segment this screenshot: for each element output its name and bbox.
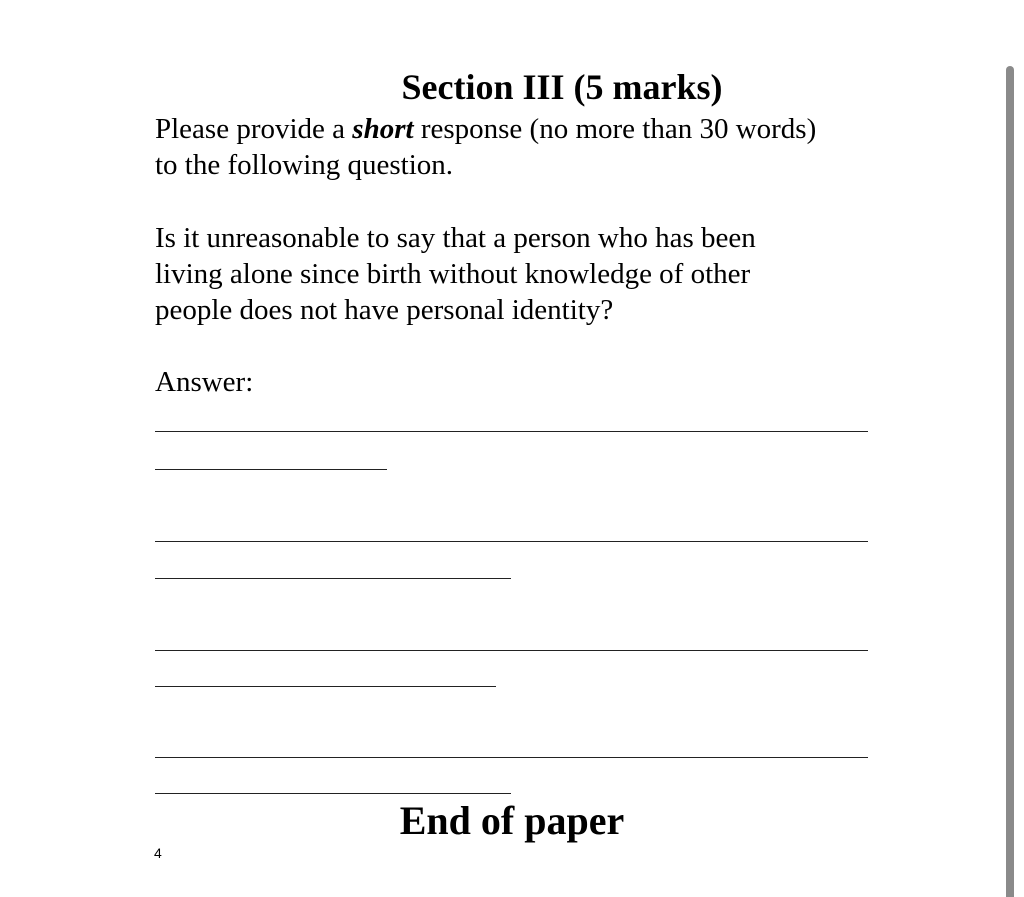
page-number: 4	[154, 845, 162, 861]
answer-line[interactable]	[155, 431, 868, 432]
section-title: Section III (5 marks)	[401, 67, 723, 107]
answer-line[interactable]	[155, 469, 387, 470]
question-line-1: Is it unreasonable to say that a person who has been	[155, 222, 756, 254]
instructions-line-2: to the following question.	[155, 149, 454, 181]
question-line-2: living alone since birth without knowledge of other	[155, 258, 751, 290]
question	[155, 220, 756, 328]
instructions-text: Please provide a	[155, 113, 353, 145]
short-emphasis: short	[352, 113, 414, 145]
answer-label: Answer:	[155, 366, 254, 398]
end-of-paper-heading: End of paper	[399, 798, 625, 843]
answer-line[interactable]	[155, 578, 511, 579]
answer-line[interactable]	[155, 686, 496, 687]
question-line-3: people does not have personal identity?	[155, 294, 614, 326]
instructions	[155, 111, 816, 183]
instructions-text-continued: response (no more than 30 words)	[413, 113, 817, 145]
answer-line[interactable]	[155, 757, 868, 758]
vertical-scrollbar[interactable]	[1006, 66, 1014, 897]
answer-line[interactable]	[155, 650, 868, 651]
answer-line[interactable]	[155, 541, 868, 542]
answer-line[interactable]	[155, 793, 511, 794]
instructions-line-1	[155, 111, 816, 147]
